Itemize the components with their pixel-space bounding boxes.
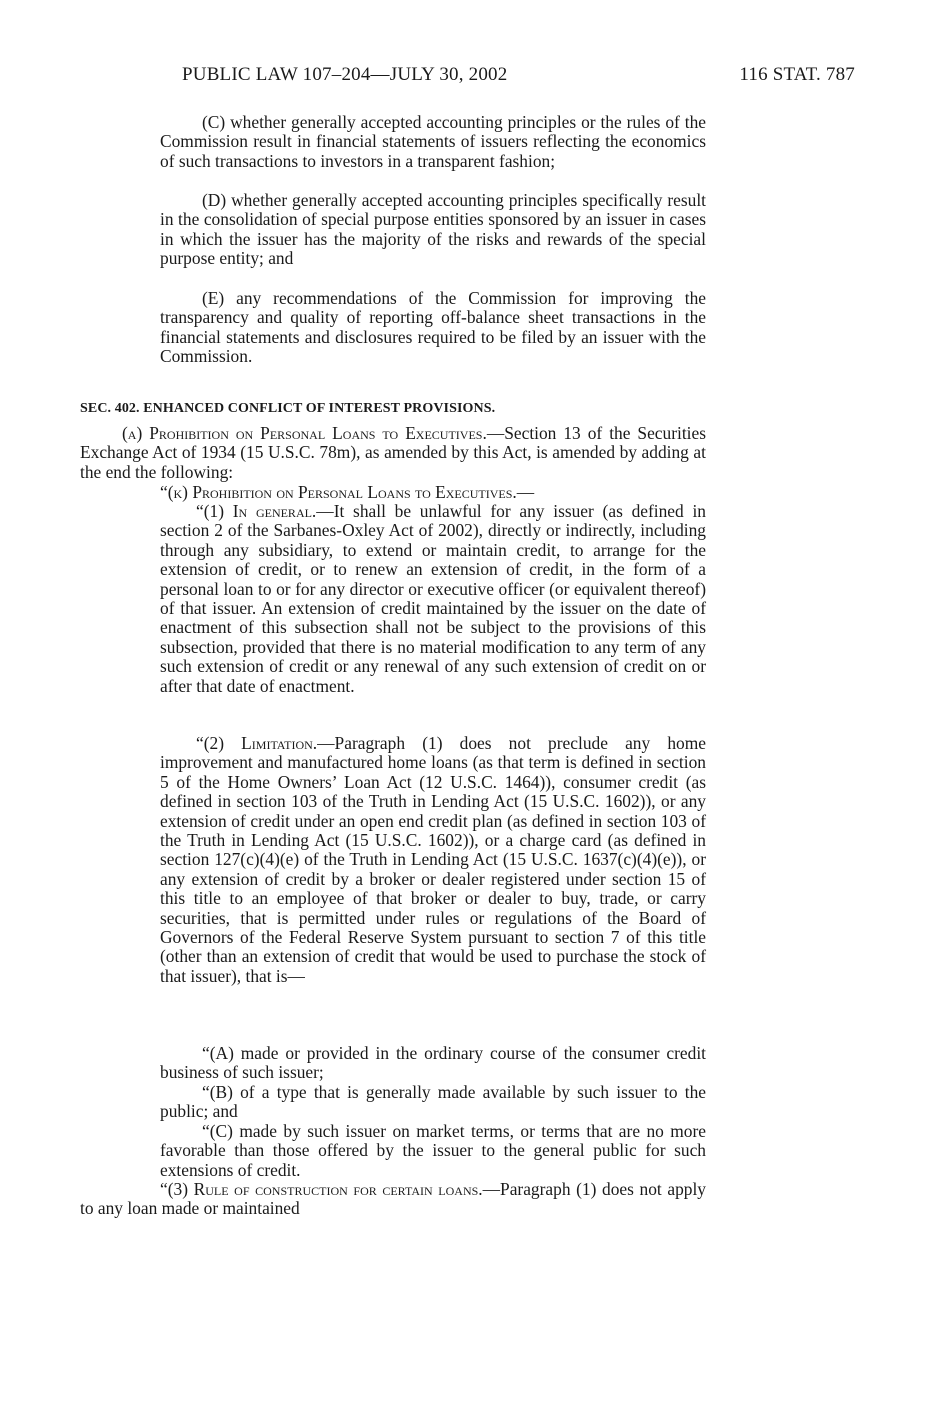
subsection-a-text: —Section 13 of the Securities Exchange Act of 1934 (15 U.S.C. 78m), as amended by this Act, is amended by adding at the end the following:	[80, 423, 706, 482]
paragraph-1	[160, 502, 706, 696]
paragraph-2	[160, 734, 706, 986]
paragraph-3	[80, 1180, 706, 1219]
running-head: PUBLIC LAW 107–204—JULY 30, 2002	[182, 64, 508, 85]
paragraph-2-label: “(2) Limitation.	[196, 733, 318, 753]
paragraph-1-text: —It shall be unlawful for any issuer (as defined in section 2 of the Sarbanes-Oxley Act of 2002), directly or indirectly, including through any subsidiary, to extend or maintain credit, to arrange for the extension of credit, or to renew an extension of credit, in the form of a personal loan to or for any director or executive officer (or equivalent thereof) of that issuer. An extension of credit maintained by the issuer on the date of enactment of this subsection shall not be subject to the provisions of this subsection, provided that there is no material modification to any term of any such extension of credit or any renewal of any such extension of credit on or after that date of enactment.	[160, 501, 706, 696]
paragraph-c: (C) whether generally accepted accounting principles or the rules of the Commission result in financial statements of issuers reflecting the economics of such transactions to investors in a transparent fashion;	[160, 112, 706, 171]
page-stat-number: 116 STAT. 787	[739, 64, 855, 85]
page-header	[0, 64, 947, 90]
paragraph-3-label: “(3) Rule of construction for certain loans.	[160, 1179, 483, 1199]
paragraph-e: (E) any recommendations of the Commission for improving the transparency and quality of reporting off-balance sheet transactions in the financial statements and disclosures required to be filed by an issuer with the Commission.	[160, 288, 706, 367]
paragraph-1-label: “(1) In general.	[196, 501, 317, 521]
subsection-a-heading: (a) Prohibition on Personal Loans to Executives.	[122, 423, 487, 443]
subsection-a	[80, 424, 706, 482]
paragraph-2-a: “(A) made or provided in the ordinary course of the consumer credit business of such issuer;	[160, 1043, 706, 1083]
subsection-k-dash: —	[516, 482, 535, 502]
paragraph-2-b: “(B) of a type that is generally made available by such issuer to the public; and	[160, 1082, 706, 1122]
paragraph-2-c: “(C) made by such issuer on market terms, or terms that are no more favorable than those offered by the issuer to the general public for such extensions of credit.	[160, 1121, 706, 1180]
paragraph-2-text: —Paragraph (1) does not preclude any home improvement and manufactured home loans (as that term is defined in section 5 of the Home Owners’ Loan Act (12 U.S.C. 1464)), consumer credit (as defined in section 103 of the Truth in Lending Act (15 U.S.C. 1602)), or any extension of credit under an open end credit plan (as defined in section 103 of the Truth in Lending Act (15 U.S.C. 1602)), or a charge card (as defined in section 127(c)(4)(e) of the Truth in Lending Act (15 U.S.C. 1637(c)(4)(e)), or any extension of credit by a broker or dealer registered under section 15 of this title to an employee of that broker or dealer to buy, trade, or carry securities, that is permitted under rules or regulations of the Board of Governors of the Federal Reserve System pursuant to section 7 of this title (other than an extension of credit that would be used to purchase the stock of that issuer), that is—	[160, 733, 706, 986]
paragraph-d: (D) whether generally accepted accounting principles specifically result in the consolidation of special purpose entities sponsored by an issuer in cases in which the issuer has the majority of the risks and rewards of the special purpose entity; and	[160, 190, 706, 269]
section-heading: SEC. 402. ENHANCED CONFLICT OF INTEREST PROVISIONS.	[80, 401, 496, 416]
subsection-k-heading	[80, 483, 706, 502]
subsection-k-title: “(k) Prohibition on Personal Loans to Executives.	[160, 482, 517, 502]
paragraph-3-text: —Paragraph (1) does not apply to any loan made or maintained	[80, 1179, 707, 1219]
